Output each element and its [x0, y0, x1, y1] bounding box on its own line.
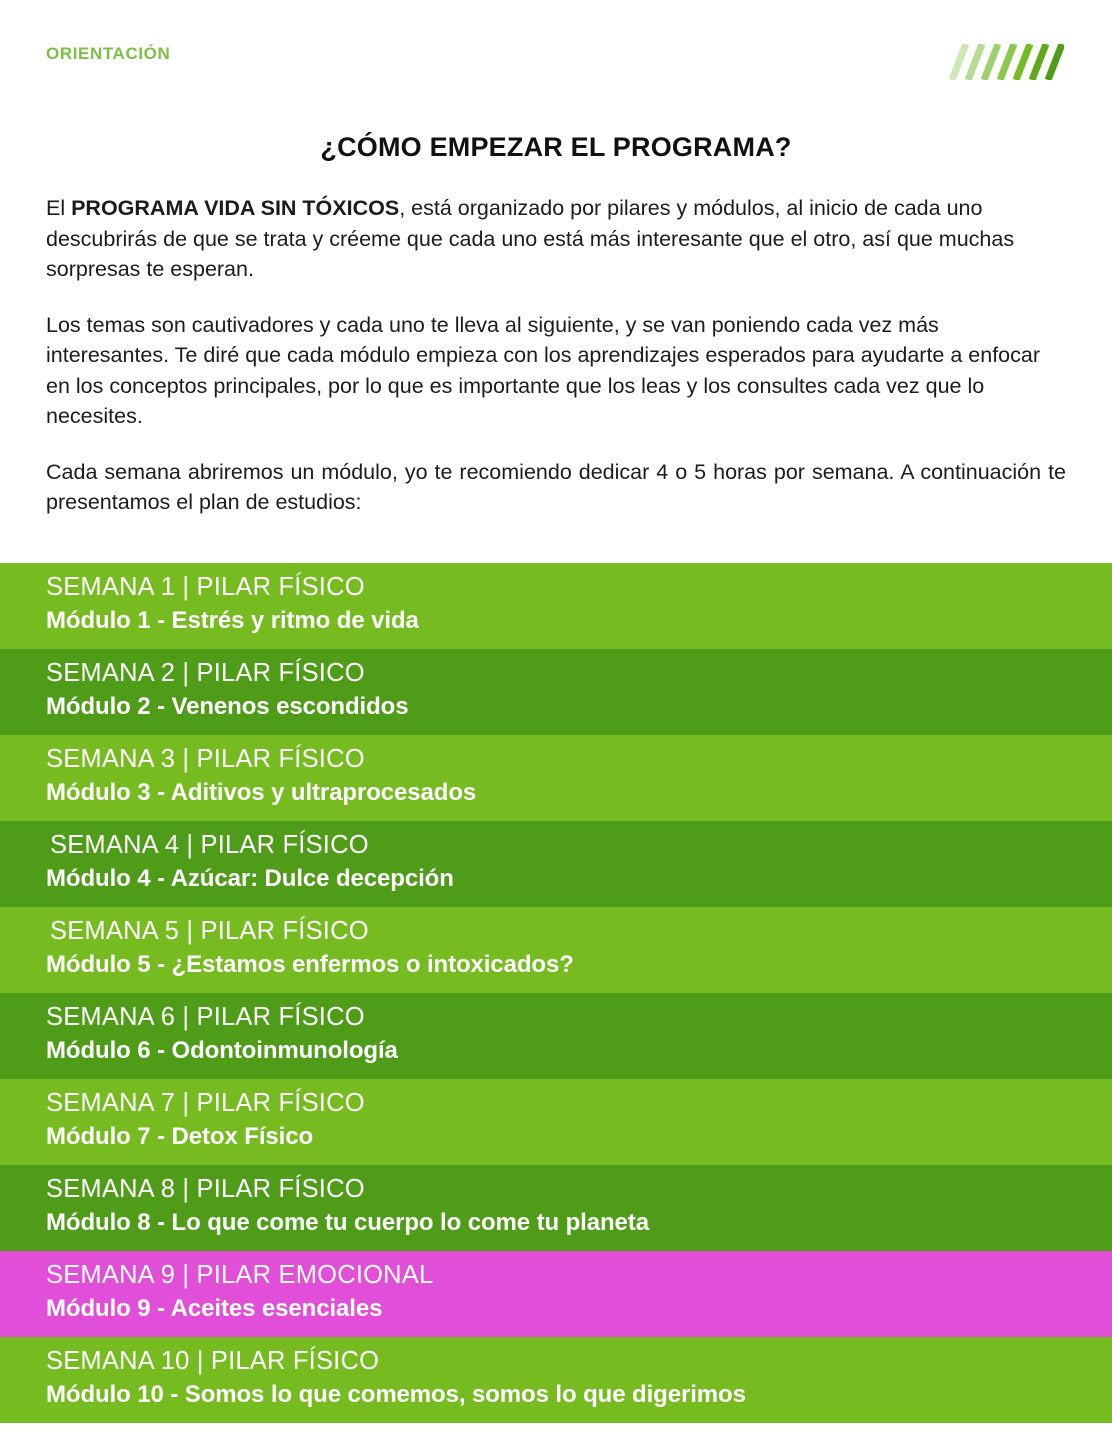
week-pillar-label: SEMANA 5 | PILAR FÍSICO — [50, 917, 369, 945]
page-header — [0, 0, 1112, 108]
week-row[interactable] — [0, 1337, 1112, 1423]
week-row[interactable] — [0, 993, 1112, 1079]
paragraph-3: Cada semana abriremos un módulo, yo te recomiendo dedicar 4 o 5 horas por semana. A continuación te presentamos el plan de estudios: — [46, 459, 1066, 515]
week-pillar-label: SEMANA 4 | PILAR FÍSICO — [50, 831, 369, 859]
week-module-title: Módulo 4 - Azúcar: Dulce decepción — [46, 864, 454, 892]
intro-copy — [46, 163, 1066, 518]
week-row[interactable] — [0, 649, 1112, 735]
paragraph-1 — [46, 193, 1066, 285]
week-pillar-label: SEMANA 1 | PILAR FÍSICO — [46, 573, 365, 601]
week-row[interactable] — [0, 735, 1112, 821]
week-pillar-label: SEMANA 10 | PILAR FÍSICO — [46, 1347, 380, 1375]
week-row[interactable] — [0, 1079, 1112, 1165]
week-row[interactable] — [0, 1165, 1112, 1251]
week-module-title: Módulo 6 - Odontoinmunología — [46, 1036, 398, 1064]
week-row[interactable] — [0, 1251, 1112, 1337]
week-module-title: Módulo 5 - ¿Estamos enfermos o intoxicados? — [46, 950, 574, 978]
page-title: ¿CÓMO EMPEZAR EL PROGRAMA? — [320, 132, 792, 162]
week-module-title: Módulo 3 - Aditivos y ultraprocesados — [46, 778, 477, 806]
week-row[interactable] — [0, 907, 1112, 993]
week-module-title: Módulo 2 - Venenos escondidos — [46, 692, 409, 720]
week-pillar-label: SEMANA 8 | PILAR FÍSICO — [46, 1175, 365, 1203]
week-module-title: Módulo 10 - Somos lo que comemos, somos lo que digerimos — [46, 1380, 746, 1408]
week-row[interactable] — [0, 821, 1112, 907]
week-pillar-label: SEMANA 2 | PILAR FÍSICO — [46, 659, 365, 687]
week-module-title: Módulo 9 - Aceites esenciales — [46, 1294, 383, 1322]
section-kicker: ORIENTACIÓN — [46, 44, 171, 63]
week-pillar-label: SEMANA 9 | PILAR EMOCIONAL — [46, 1261, 434, 1289]
program-name: PROGRAMA VIDA SIN TÓXICOS — [71, 196, 400, 220]
week-row[interactable] — [0, 563, 1112, 649]
week-module-title: Módulo 7 - Detox Físico — [46, 1122, 314, 1150]
week-pillar-label: SEMANA 7 | PILAR FÍSICO — [46, 1089, 365, 1117]
paragraph-1-rest: , está organizado por pilares y módulos, al inicio de cada uno descubrirás de que se trata y créeme que cada uno está más interesante que el otro, así que muchas sorpresas te esperan. — [46, 196, 1015, 282]
week-pillar-label: SEMANA 3 | PILAR FÍSICO — [46, 745, 365, 773]
week-module-title: Módulo 1 - Estrés y ritmo de vida — [46, 606, 419, 634]
week-module-title: Módulo 8 - Lo que come tu cuerpo lo come tu planeta — [46, 1208, 649, 1236]
diagonal-stripes-logo — [944, 44, 1064, 80]
paragraph-2: Los temas son cautivadores y cada uno te lleva al siguiente, y se van poniendo cada vez más interesantes. Te diré que cada módulo empieza con los aprendizajes esperados para ayudarte a enfocar en los conceptos principales, por lo que es importante que los leas y los consultes cada vez que lo necesites. — [46, 312, 1041, 429]
week-pillar-label: SEMANA 6 | PILAR FÍSICO — [46, 1003, 365, 1031]
curriculum-list — [0, 563, 1112, 1440]
paragraph-1-lead: El — [46, 196, 72, 220]
